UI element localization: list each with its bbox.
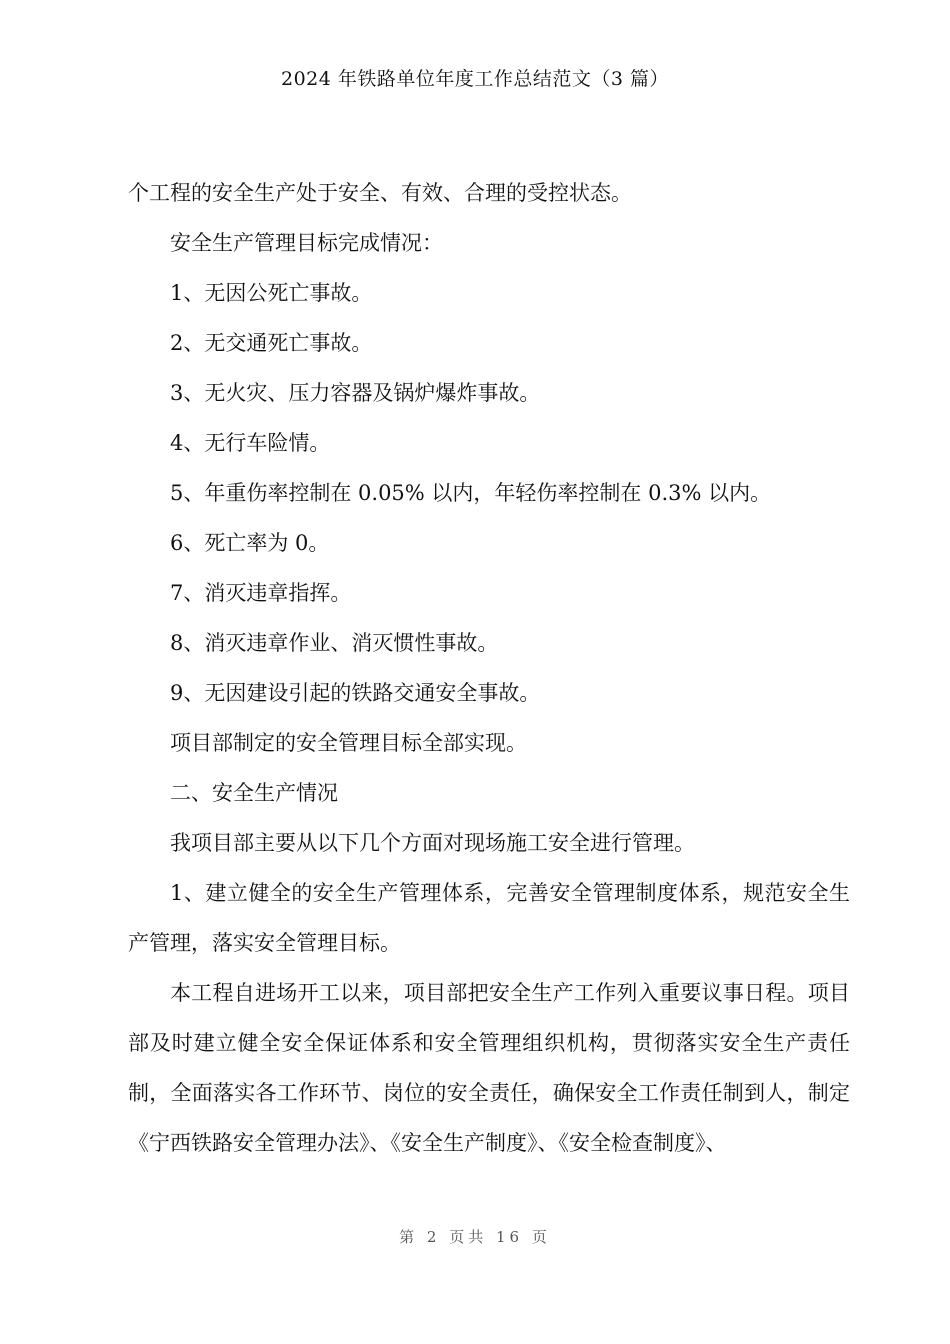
list-item: 5、年重伤率控制在 0.05% 以内，年轻伤率控制在 0.3% 以内。 (170, 481, 772, 505)
list-item: 2、无交通死亡事故。 (170, 331, 373, 355)
paragraph: 我项目部主要从以下几个方面对现场施工安全进行管理。 (170, 831, 695, 855)
list-item: 6、死亡率为 0。 (170, 531, 330, 555)
list-item: 7、消灭违章指挥。 (170, 581, 352, 605)
paragraph: 个工程的安全生产处于安全、有效、合理的受控状态。 (128, 181, 632, 205)
paragraph: 1、建立健全的安全生产管理体系，完善安全管理制度体系，规范安全生产管理，落实安全管理目标。 (128, 881, 850, 955)
page-number: 第 2 页共 16 页 (399, 1228, 551, 1246)
paragraph: 项目部制定的安全管理目标全部实现。 (170, 731, 527, 755)
paragraph: 本工程自进场开工以来，项目部把安全生产工作列入重要议事日程。项目部及时建立健全安全保证体系和安全管理组织机构，贯彻落实安全生产责任制，全面落实各工作环节、岗位的安全责任，确保安全工作责任制到人，制定《宁西铁路安全管理办法》、《安全生产制度》、《安全检查制度》、 (128, 981, 850, 1155)
section-heading: 二、安全生产情况 (170, 781, 338, 805)
paragraph: 安全生产管理目标完成情况： (170, 231, 443, 255)
list-item: 8、消灭违章作业、消灭惯性事故。 (170, 631, 499, 655)
document-body (128, 168, 850, 1168)
list-item: 4、无行车险情。 (170, 431, 331, 455)
list-item: 3、无火灾、压力容器及锅炉爆炸事故。 (170, 381, 541, 405)
list-item: 1、无因公死亡事故。 (170, 281, 373, 305)
document-title: 2024 年铁路单位年度工作总结范文（3 篇） (280, 68, 670, 90)
list-item: 9、无因建设引起的铁路交通安全事故。 (170, 681, 541, 705)
